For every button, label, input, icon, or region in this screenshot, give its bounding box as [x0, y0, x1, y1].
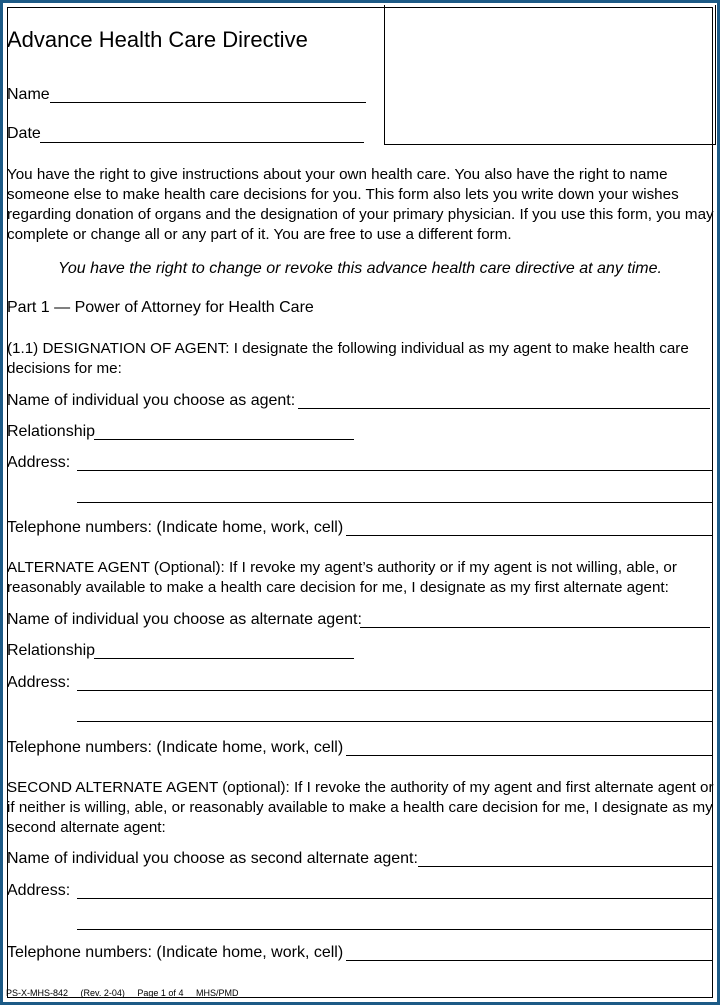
second-alternate-text: SECOND ALTERNATE AGENT (optional): If I revoke the authority of my agent and first alternate agent or if neither is willing, able, or reasonably available to make a health care decision for me, I designate as my second alternate agent:	[7, 779, 714, 836]
agent-relationship-field[interactable]	[94, 439, 354, 440]
name-label: Name	[7, 86, 50, 103]
footer-page: Page 1 of 4	[137, 988, 184, 998]
alternate-address-field-1[interactable]	[77, 690, 713, 691]
intro-paragraph: You have the right to give instructions about your own health care. You also have the right to name someone else to make health care decisions for you. This form also lets you write down your wishes regarding donation of organs and the designation of your primary physician. If you use this form, you may complete or change all or any part of it. You are free to use a different form.	[7, 166, 714, 243]
agent-name-field[interactable]	[298, 408, 710, 409]
second-address-field-2[interactable]	[77, 929, 713, 930]
alternate-phone-field[interactable]	[346, 755, 713, 756]
alternate-phone-label: Telephone numbers: (Indicate home, work, cell)	[7, 739, 344, 756]
second-address-label: Address:	[7, 882, 71, 899]
agent-address-field-2[interactable]	[77, 502, 713, 503]
name-field[interactable]	[50, 102, 366, 103]
alternate-address-label: Address:	[7, 674, 71, 691]
agent-phone-field[interactable]	[346, 535, 713, 536]
footer	[6, 988, 248, 998]
date-field[interactable]	[40, 142, 364, 143]
agent-phone-label: Telephone numbers: (Indicate home, work, cell)	[7, 519, 344, 536]
footer-form-id: PS-X-MHS-842	[6, 988, 69, 998]
agent-relationship-label: Relationship	[7, 423, 96, 440]
signature-box[interactable]	[384, 5, 716, 145]
footer-dept: MHS/PMD	[195, 988, 239, 998]
second-phone-label: Telephone numbers: (Indicate home, work, cell)	[7, 944, 344, 961]
footer-revision: (Rev. 2-04)	[80, 988, 125, 998]
form-title: Advance Health Care Directive	[7, 27, 308, 52]
alternate-relationship-label: Relationship	[7, 642, 96, 659]
agent-name-label: Name of individual you choose as agent:	[7, 392, 296, 409]
part1-title: Part 1 — Power of Attorney for Health Care	[7, 299, 314, 316]
alternate-address-field-2[interactable]	[77, 721, 713, 722]
alternate-agent-text: ALTERNATE AGENT (Optional): If I revoke my agent’s authority or if my agent is not willing, able, or reasonably available to make a health care decision for me, I designate as my first alternate agent:	[7, 559, 677, 596]
second-name-field[interactable]	[418, 866, 712, 867]
alternate-relationship-field[interactable]	[94, 658, 354, 659]
revoke-notice: You have the right to change or revoke this advance health care directive at any time.	[58, 260, 662, 277]
alternate-name-field[interactable]	[360, 627, 710, 628]
agent-address-label: Address:	[7, 454, 71, 471]
second-address-field-1[interactable]	[77, 898, 713, 899]
second-name-label: Name of individual you choose as second alternate agent:	[7, 850, 418, 867]
date-label: Date	[7, 125, 41, 142]
alternate-name-label: Name of individual you choose as alternate agent:	[7, 611, 362, 628]
designation-text: (1.1) DESIGNATION OF AGENT: I designate the following individual as my agent to make health care decisions for me:	[7, 340, 689, 377]
agent-address-field-1[interactable]	[77, 470, 713, 471]
second-phone-field[interactable]	[346, 960, 713, 961]
